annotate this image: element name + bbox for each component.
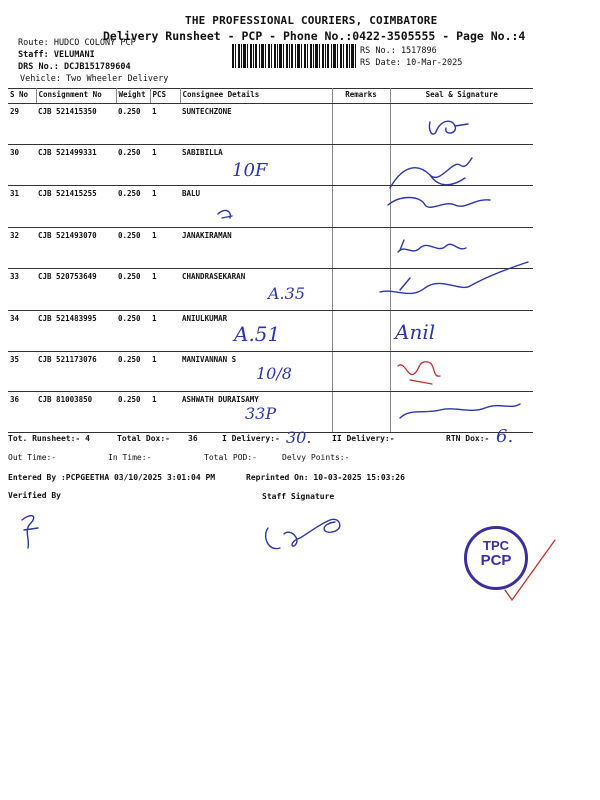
- cell-consignee: SABIBILLA: [180, 145, 332, 186]
- out-time: Out Time:-: [8, 453, 57, 462]
- cell-weight: 0.250: [116, 269, 150, 311]
- cell-signature: [390, 269, 533, 311]
- cell-signature: [390, 352, 533, 392]
- barcode-image: [232, 44, 356, 68]
- staff-signature-label: Staff Signature: [262, 492, 335, 501]
- cell-remarks: [332, 228, 390, 269]
- col-sno: S No: [8, 89, 36, 104]
- cell-sno: 35: [8, 352, 36, 392]
- cell-weight: 0.250: [116, 228, 150, 269]
- signature-row34: Anil: [395, 320, 436, 344]
- cell-signature: [390, 228, 533, 269]
- cell-pcs: 1: [150, 311, 180, 352]
- cell-consignee: ASHWATH DURAISAMY: [180, 392, 332, 433]
- cell-consignee: SUNTECHZONE: [180, 104, 332, 145]
- cell-remarks: [332, 352, 390, 392]
- cell-pcs: 1: [150, 269, 180, 311]
- col-consignee: Consignee Details: [180, 89, 332, 104]
- i-delivery-value: 30.: [286, 428, 312, 447]
- cell-signature: [390, 186, 533, 228]
- table-row: [8, 145, 533, 186]
- runsheet-subtitle: Delivery Runsheet - PCP - Phone No.:0422-3505555 - Page No.:4: [103, 29, 526, 43]
- cell-weight: 0.250: [116, 186, 150, 228]
- cell-sno: 32: [8, 228, 36, 269]
- cell-consignment: CJB 521493070: [36, 228, 116, 269]
- cell-consignment: CJB 81003850: [36, 392, 116, 433]
- delvy-points: Delvy Points:-: [282, 453, 350, 462]
- cell-pcs: 1: [150, 145, 180, 186]
- handwriting-row33: A.35: [268, 284, 305, 303]
- vehicle-label: Vehicle: Two Wheeler Delivery: [20, 74, 169, 84]
- col-weight: Weight: [116, 89, 150, 104]
- staff-signature: [266, 519, 340, 548]
- cell-remarks: [332, 269, 390, 311]
- entered-by: Entered By :PCPGEETHA 03/10/2025 3:01:04 PM: [8, 473, 216, 482]
- handwriting-row34: A.51: [234, 322, 281, 346]
- cell-weight: 0.250: [116, 392, 150, 433]
- table-row: [8, 228, 533, 269]
- cell-pcs: 1: [150, 352, 180, 392]
- route-label: Route: HUDCO COLONY PCP: [18, 38, 136, 48]
- stamp-top-text: TPC: [483, 538, 509, 553]
- total-dox-label: Total Dox:-: [117, 434, 170, 443]
- cell-sno: 34: [8, 311, 36, 352]
- i-delivery-label: I Delivery:-: [222, 434, 280, 443]
- table-row: [8, 186, 533, 228]
- col-pcs: PCS: [150, 89, 180, 104]
- company-title: THE PROFESSIONAL COURIERS, COIMBATORE: [185, 14, 438, 27]
- drs-label: DRS No.: DCJB151789604: [18, 62, 131, 72]
- cell-weight: 0.250: [116, 104, 150, 145]
- cell-consignee: CHANDRASEKARAN: [180, 269, 332, 311]
- cell-remarks: [332, 145, 390, 186]
- cell-sno: 29: [8, 104, 36, 145]
- cell-sno: 30: [8, 145, 36, 186]
- cell-consignment: CJB 520753649: [36, 269, 116, 311]
- verified-by-signature: [22, 516, 38, 548]
- cell-signature: [390, 145, 533, 186]
- in-time: In Time:-: [108, 453, 152, 462]
- tot-runsheet: Tot. Runsheet:- 4: [8, 434, 90, 443]
- total-pod: Total POD:-: [204, 453, 257, 462]
- rtn-dox-value: 6.: [496, 426, 514, 447]
- cell-consignee: JANAKIRAMAN: [180, 228, 332, 269]
- cell-weight: 0.250: [116, 311, 150, 352]
- rs-date: RS Date: 10-Mar-2025: [360, 58, 463, 68]
- cell-consignee: ANIULKUMAR: [180, 311, 332, 352]
- cell-remarks: [332, 186, 390, 228]
- cell-consignee: MANIVANNAN S: [180, 352, 332, 392]
- cell-pcs: 1: [150, 392, 180, 433]
- cell-consignment: CJB 521415350: [36, 104, 116, 145]
- cell-signature: [390, 104, 533, 145]
- handwriting-row35: 10/8: [256, 364, 292, 383]
- handwriting-row36: 33P: [245, 404, 277, 423]
- cell-remarks: [332, 104, 390, 145]
- rtn-dox-label: RTN Dox:-: [446, 434, 490, 443]
- stamp-bottom-text: PCP: [480, 552, 512, 569]
- cell-weight: 0.250: [116, 145, 150, 186]
- cell-consignment: CJB 521499331: [36, 145, 116, 186]
- rs-no: RS No.: 1517896: [360, 46, 437, 56]
- col-signature: Seal & Signature: [390, 89, 533, 104]
- table-row: [8, 104, 533, 145]
- cell-sno: 36: [8, 392, 36, 433]
- cell-weight: 0.250: [116, 352, 150, 392]
- verified-by-label: Verified By: [8, 491, 61, 500]
- cell-consignee: BALU: [180, 186, 332, 228]
- cell-consignment: CJB 521173076: [36, 352, 116, 392]
- col-remarks: Remarks: [332, 89, 390, 104]
- cell-remarks: [332, 311, 390, 352]
- company-stamp: [464, 526, 528, 590]
- cell-pcs: 1: [150, 104, 180, 145]
- col-consignment: Consignment No: [36, 89, 116, 104]
- cell-remarks: [332, 392, 390, 433]
- handwriting-row30: 10F: [232, 160, 268, 181]
- cell-sno: 31: [8, 186, 36, 228]
- cell-pcs: 1: [150, 186, 180, 228]
- ii-delivery-label: II Delivery:-: [332, 434, 395, 443]
- cell-consignment: CJB 521415255: [36, 186, 116, 228]
- cell-pcs: 1: [150, 228, 180, 269]
- table-header-row: [8, 89, 533, 104]
- cell-consignment: CJB 521483995: [36, 311, 116, 352]
- total-dox-value: 36: [188, 434, 198, 443]
- cell-sno: 33: [8, 269, 36, 311]
- staff-label: Staff: VELUMANI: [18, 50, 95, 60]
- reprinted-on: Reprinted On: 10-03-2025 15:03:26: [246, 473, 405, 482]
